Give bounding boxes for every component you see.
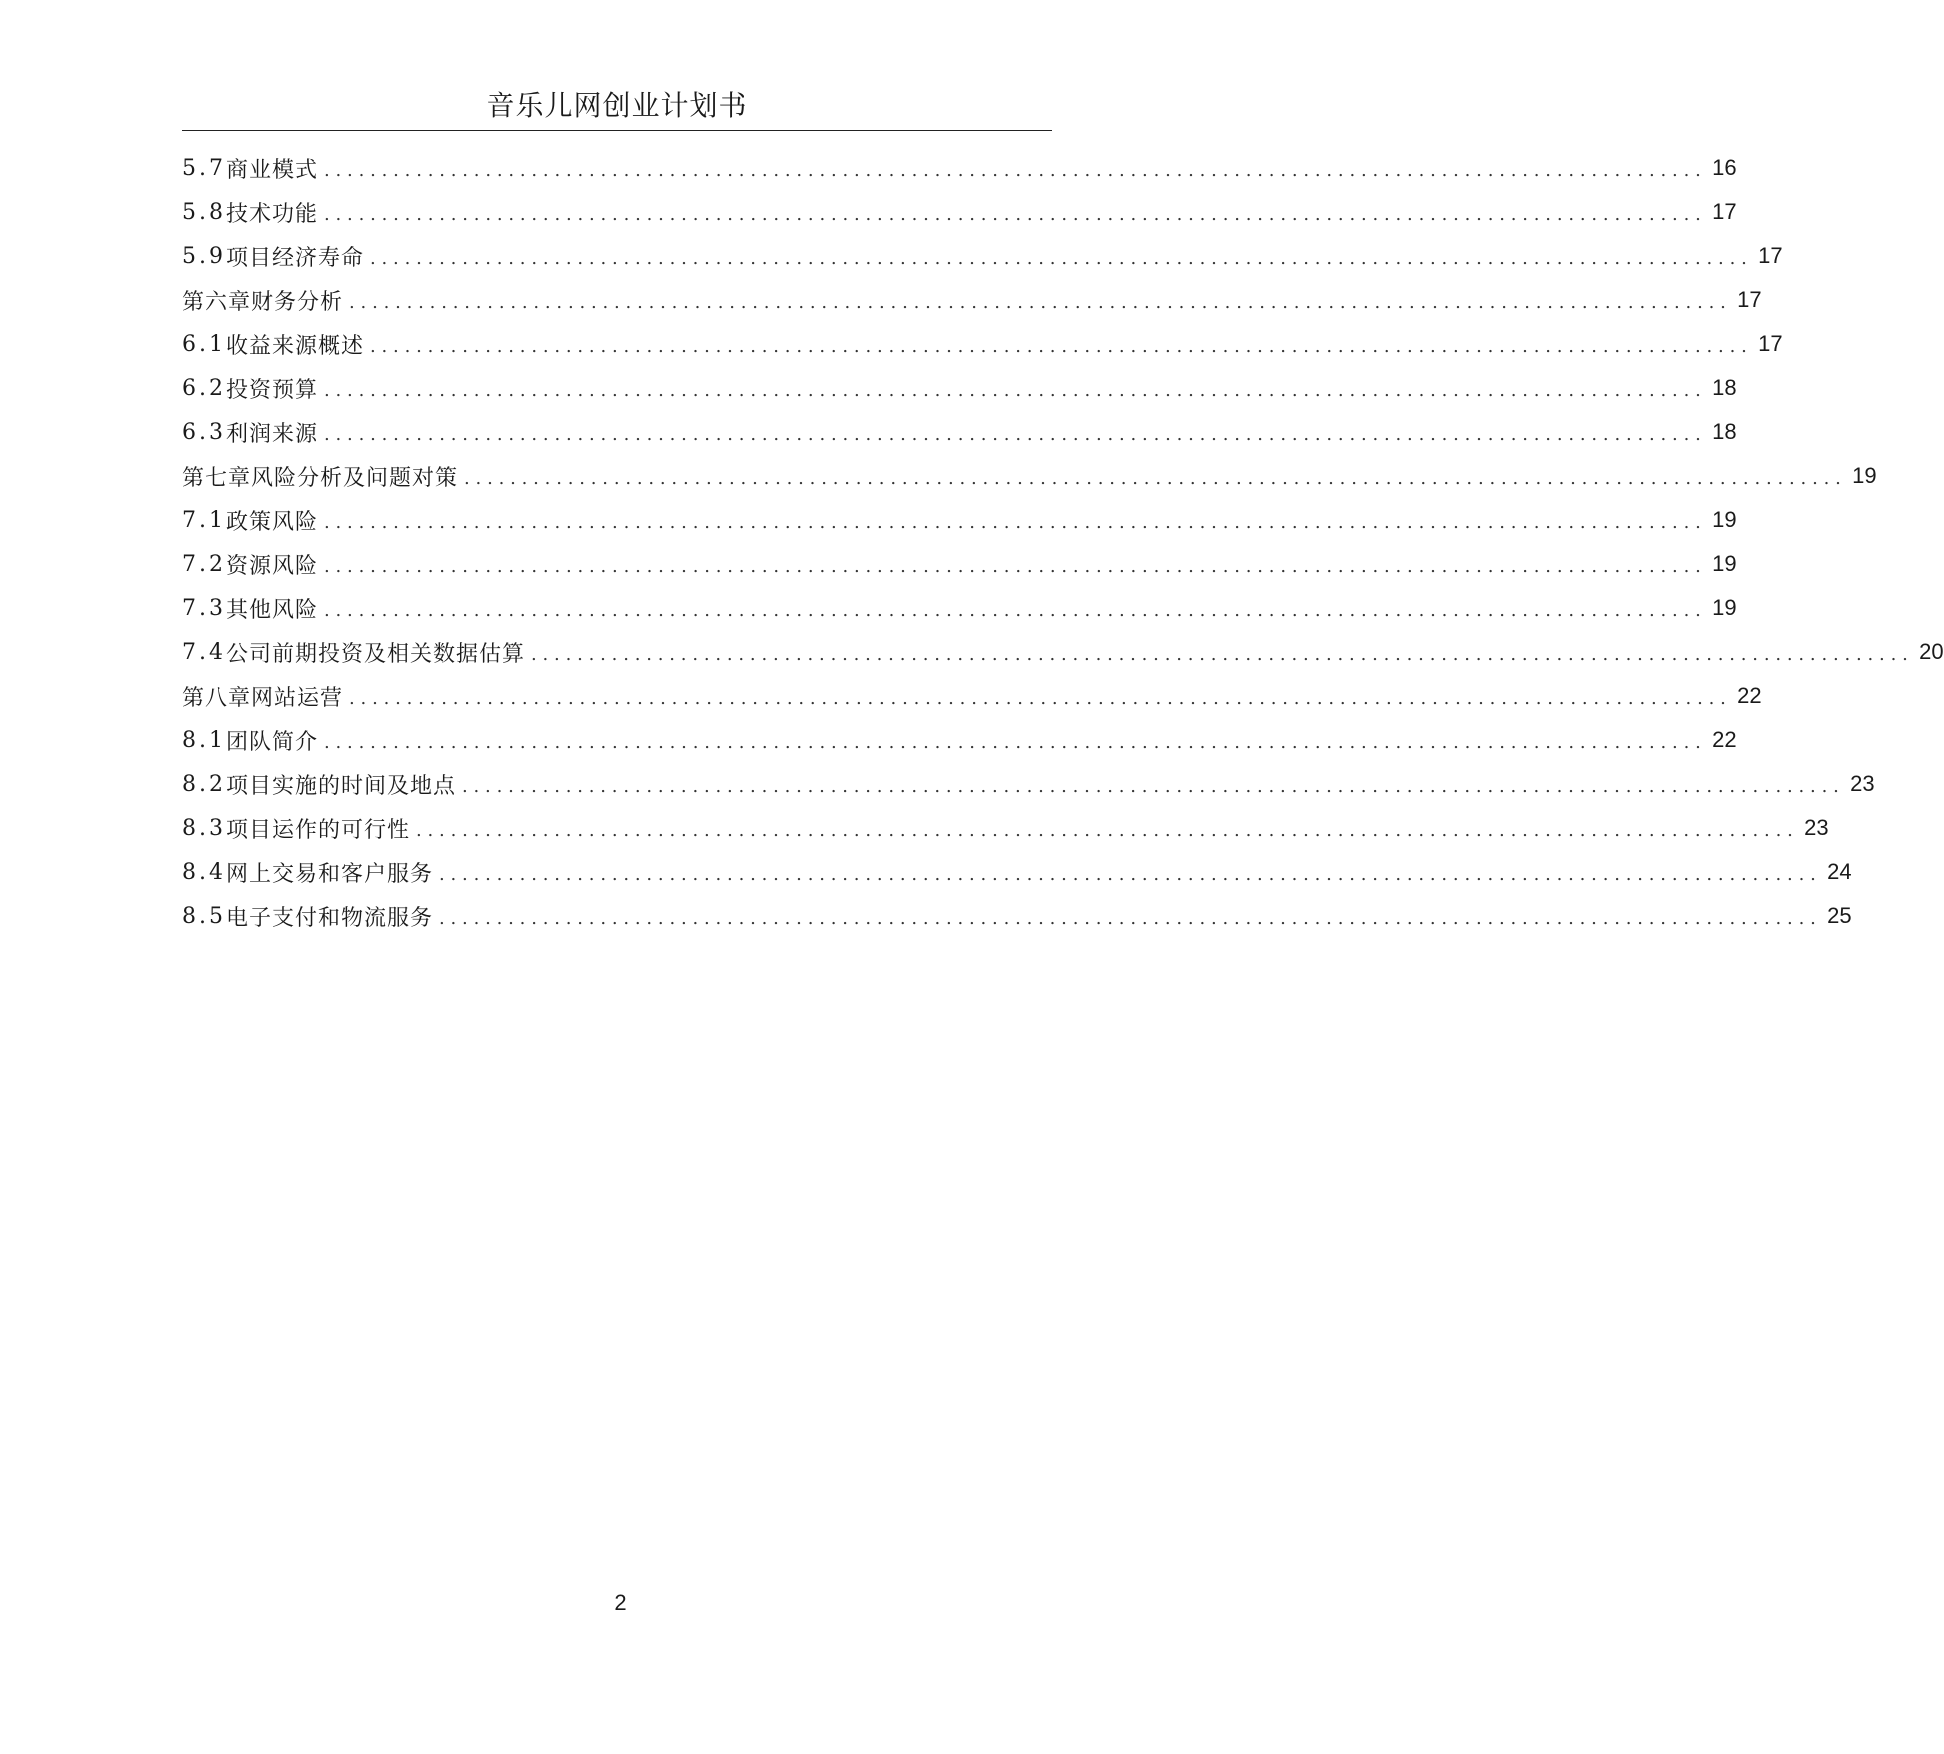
toc-entry-8-2[interactable] bbox=[182, 766, 1875, 802]
dot-leader: ........................................................................................................................ bbox=[349, 291, 1732, 313]
toc-entry-number: 6.3 bbox=[182, 419, 226, 445]
toc-entry-title: 投资预算 bbox=[226, 377, 319, 403]
toc-page-number: 23 bbox=[1804, 815, 1829, 840]
dot-leader: ........................................................................................................................ bbox=[324, 731, 1707, 753]
dot-leader: ........................................................................................................................ bbox=[324, 379, 1707, 401]
toc-entry-title: 团队简介 bbox=[226, 729, 319, 755]
toc-page-number: 18 bbox=[1712, 375, 1737, 400]
toc-page-number: 22 bbox=[1737, 683, 1762, 708]
dot-leader: ........................................................................................................................ bbox=[324, 511, 1707, 533]
toc-entry-number: 8.3 bbox=[182, 815, 226, 841]
toc-entry-title: 其他风险 bbox=[226, 597, 319, 623]
toc-page-number: 20 bbox=[1919, 639, 1944, 664]
dot-leader: ........................................................................................................................ bbox=[370, 247, 1753, 269]
toc-chapter-8[interactable] bbox=[182, 678, 1762, 714]
toc-entry-number: 8.1 bbox=[182, 727, 226, 753]
toc-entry-number: 5.9 bbox=[182, 243, 226, 269]
toc-entry-5-8[interactable] bbox=[182, 194, 1737, 230]
toc-page-number: 17 bbox=[1712, 199, 1737, 224]
toc-entry-title: 项目运作的可行性 bbox=[226, 817, 411, 843]
toc-entry-title: 资源风险 bbox=[226, 553, 319, 579]
dot-leader: ........................................................................................................................ bbox=[439, 863, 1822, 885]
toc-page-number: 24 bbox=[1827, 859, 1852, 884]
toc-entry-title: 项目实施的时间及地点 bbox=[226, 773, 457, 799]
toc-entry-number: 8.5 bbox=[182, 903, 226, 929]
toc-entry-5-7[interactable] bbox=[182, 150, 1737, 186]
toc-entry-7-4[interactable] bbox=[182, 634, 1944, 670]
toc-chapter-label: 第六章 bbox=[182, 289, 252, 315]
toc-chapter-label: 第八章 bbox=[182, 685, 252, 711]
dot-leader: ........................................................................................................................ bbox=[439, 907, 1822, 929]
toc-entry-5-9[interactable] bbox=[182, 238, 1783, 274]
toc-entry-number: 7.1 bbox=[182, 507, 226, 533]
toc-page-number: 17 bbox=[1758, 243, 1783, 268]
toc-entry-number: 7.2 bbox=[182, 551, 226, 577]
toc-page-number: 23 bbox=[1850, 771, 1875, 796]
toc-page-number: 18 bbox=[1712, 419, 1737, 444]
dot-leader: ........................................................................................................................ bbox=[324, 599, 1707, 621]
dot-leader: ........................................................................................................................ bbox=[324, 159, 1707, 181]
toc-chapter-label: 第七章 bbox=[182, 465, 252, 491]
dot-leader: ........................................................................................................................ bbox=[416, 819, 1799, 841]
toc-entry-7-1[interactable] bbox=[182, 502, 1737, 538]
toc-entry-8-1[interactable] bbox=[182, 722, 1737, 758]
toc-entry-number: 6.1 bbox=[182, 331, 226, 357]
toc-entry-8-4[interactable] bbox=[182, 854, 1852, 890]
toc-entry-title: 电子支付和物流服务 bbox=[226, 905, 434, 931]
toc-page-number: 25 bbox=[1827, 903, 1852, 928]
toc-entry-6-2[interactable] bbox=[182, 370, 1737, 406]
toc-entry-8-5[interactable] bbox=[182, 898, 1852, 934]
toc-page-number: 17 bbox=[1758, 331, 1783, 356]
toc-entry-title: 网上交易和客户服务 bbox=[226, 861, 434, 887]
document-title: 音乐儿网创业计划书 bbox=[486, 89, 748, 122]
toc-entry-number: 8.4 bbox=[182, 859, 226, 885]
dot-leader: ........................................................................................................................ bbox=[324, 423, 1707, 445]
toc-entry-title: 利润来源 bbox=[226, 421, 319, 447]
toc-entry-7-3[interactable] bbox=[182, 590, 1737, 626]
dot-leader: ........................................................................................................................ bbox=[349, 687, 1732, 709]
toc-entry-title: 收益来源概述 bbox=[226, 333, 365, 359]
dot-leader: ........................................................................................................................ bbox=[324, 203, 1707, 225]
dot-leader: ........................................................................................................................ bbox=[531, 643, 1914, 665]
toc-entry-7-2[interactable] bbox=[182, 546, 1737, 582]
toc-entry-number: 5.8 bbox=[182, 199, 226, 225]
toc-entry-number: 5.7 bbox=[182, 155, 226, 181]
toc-page-number: 19 bbox=[1852, 463, 1877, 488]
toc-page-number: 22 bbox=[1712, 727, 1737, 752]
toc-entry-title: 公司前期投资及相关数据估算 bbox=[226, 641, 526, 667]
toc-entry-title: 项目经济寿命 bbox=[226, 245, 365, 271]
toc-entry-number: 7.3 bbox=[182, 595, 226, 621]
toc-entry-8-3[interactable] bbox=[182, 810, 1829, 846]
toc-entry-6-3[interactable] bbox=[182, 414, 1737, 450]
toc-page-number: 19 bbox=[1712, 507, 1737, 532]
toc-chapter-title: 网站运营 bbox=[251, 685, 344, 711]
toc-entry-number: 8.2 bbox=[182, 771, 226, 797]
toc-chapter-title: 财务分析 bbox=[251, 289, 344, 315]
toc-entry-title: 政策风险 bbox=[226, 509, 319, 535]
toc-chapter-title: 风险分析及问题对策 bbox=[251, 465, 459, 491]
page-number: 2 bbox=[614, 1590, 627, 1615]
toc-page-number: 16 bbox=[1712, 155, 1737, 180]
toc-entry-number: 7.4 bbox=[182, 639, 226, 665]
toc-entry-6-1[interactable] bbox=[182, 326, 1783, 362]
dot-leader: ........................................................................................................................ bbox=[370, 335, 1753, 357]
running-header bbox=[182, 86, 1052, 131]
toc-page-number: 19 bbox=[1712, 595, 1737, 620]
toc-chapter-7[interactable] bbox=[182, 458, 1877, 494]
toc-chapter-6[interactable] bbox=[182, 282, 1762, 318]
toc-entry-title: 商业模式 bbox=[226, 157, 319, 183]
dot-leader: ........................................................................................................................ bbox=[462, 775, 1845, 797]
toc-page-number: 17 bbox=[1737, 287, 1762, 312]
toc-entry-title: 技术功能 bbox=[226, 201, 319, 227]
toc-entry-number: 6.2 bbox=[182, 375, 226, 401]
dot-leader: ........................................................................................................................ bbox=[324, 555, 1707, 577]
toc-page-number: 19 bbox=[1712, 551, 1737, 576]
dot-leader: ........................................................................................................................ bbox=[464, 467, 1847, 489]
